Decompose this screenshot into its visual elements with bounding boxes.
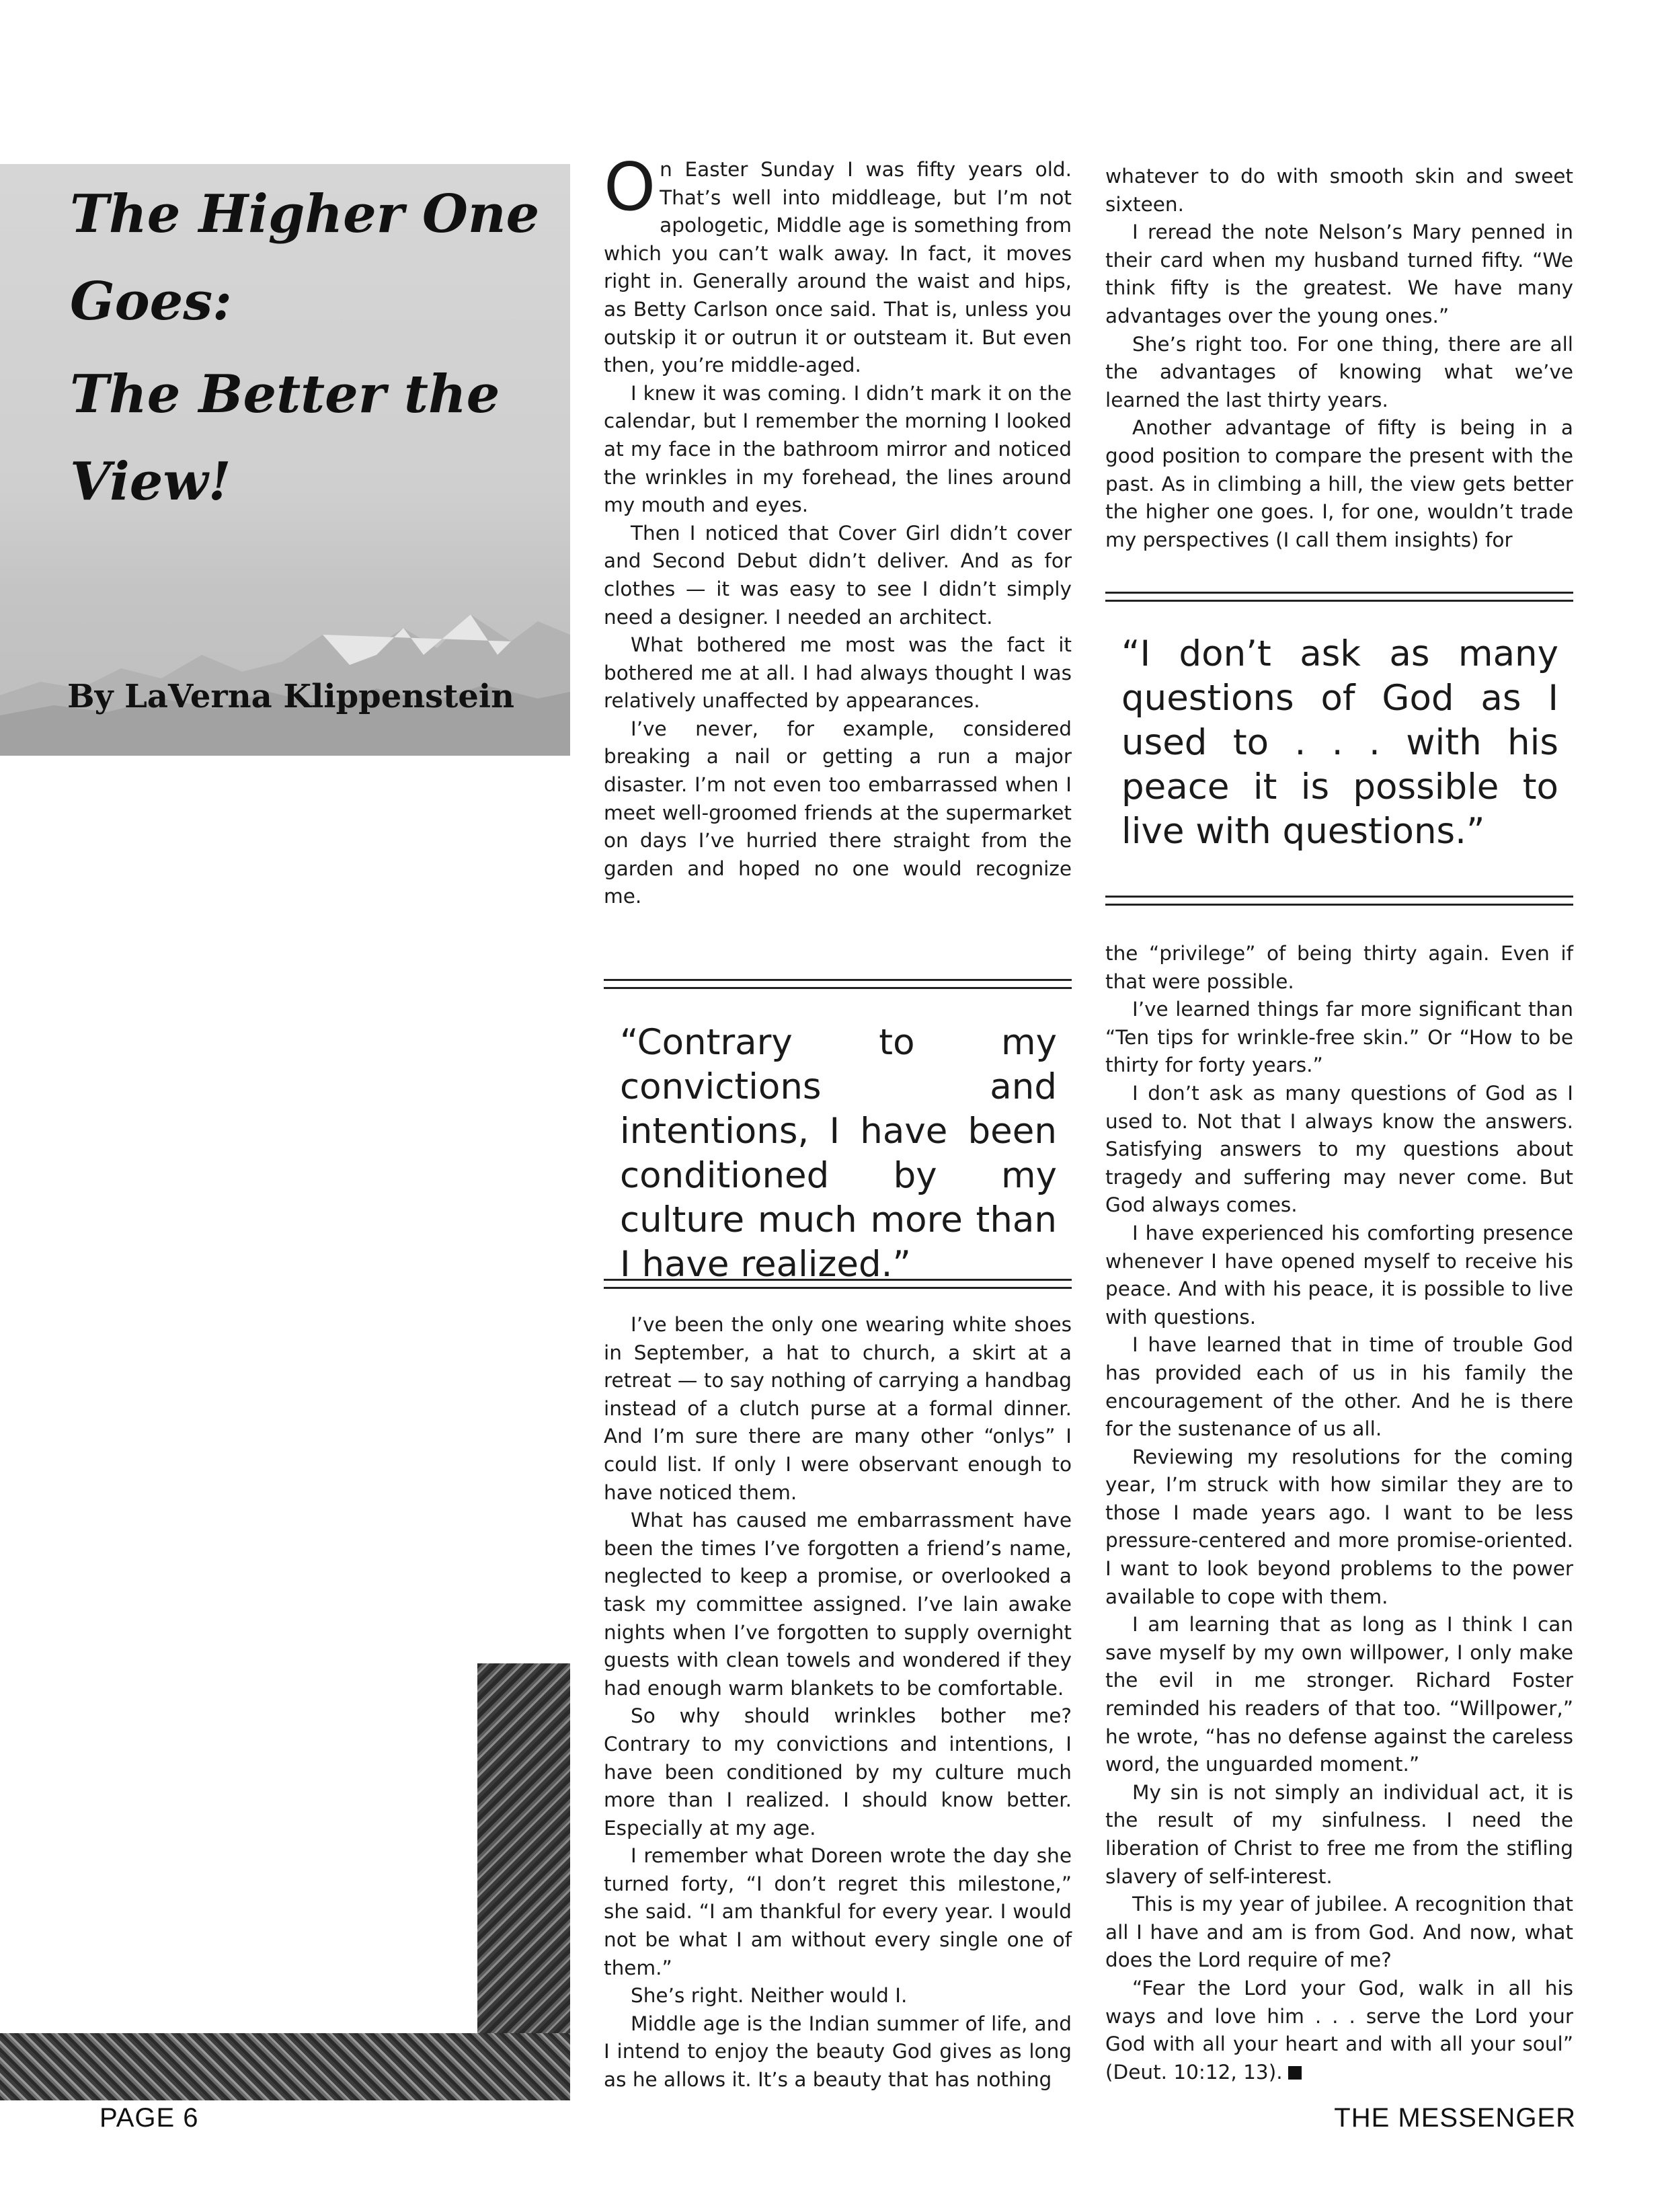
- title-line-4: View!: [70, 451, 231, 512]
- column-1-bottom: [604, 1311, 1072, 2094]
- closing-text: “Fear the Lord your God, walk in all his ways and love him . . . serve the Lord your God with all your heart and with all your soul” (Deut. 10:12, 13).: [1105, 1976, 1573, 2084]
- photo-continuation: [0, 756, 570, 2100]
- paragraph: I remember what Doreen wrote the day she turned forty, “I don’t regret this milestone,” she said. “I am thankful for every year. I would not be what I am without every single one of them.”: [604, 1844, 1072, 1979]
- paragraph: I have learned that in time of trouble God has provided each of us in his family the encouragement of the other. And he is there for the sustenance of us all.: [1105, 1333, 1573, 1441]
- rule-divider: [604, 987, 1072, 989]
- paragraph: Then I noticed that Cover Girl didn’t cover and Second Debut didn’t deliver. And as for clothes — it was easy to see I didn’t simply need a designer. I needed an architect.: [604, 521, 1072, 629]
- rule-divider: [1105, 600, 1573, 602]
- closing-paragraph: [1105, 1975, 1573, 2086]
- paragraph: I am learning that as long as I think I can save myself by my own willpower, I only make the evil in me stronger. Richard Foster reminded his readers of that too. “Willpower,” he wrote, “has no defense against the careless word, the unguarded moment.”: [1105, 1613, 1573, 1776]
- paragraph: I have experienced his comforting presence whenever I have opened myself to receive his peace. And with his peace, it is possible to live with questions.: [1105, 1221, 1573, 1329]
- title-line-1: The Higher One: [70, 184, 540, 245]
- rule-divider: [604, 1279, 1072, 1281]
- paragraph: What has caused me embarrassment have been the times I’ve forgotten a friend’s name, neglected to keep a promise, or overlooked a task my committee assigned. I’ve lain awake nights when I’ve forgotten to supply overnight guests with clean towels and wondered if they had enough warm blankets to be comfortable.: [604, 1509, 1072, 1700]
- drop-cap: O: [604, 149, 656, 226]
- paragraph: I reread the note Nelson’s Mary penned in their card when my husband turned fifty. “We think fifty is the greatest. We have many advantages over the young ones.”: [1105, 221, 1573, 327]
- paragraph: Another advantage of fifty is being in a good position to compare the present with the past. As in climbing a hill, the view gets better the higher one goes. I, for one, wouldn’t trade my perspectives (I call them insights) for: [1105, 416, 1573, 551]
- paragraph: Middle age is the Indian summer of life, and I intend to enjoy the beauty God gives as long as he allows it. It’s a beauty that has nothing: [604, 2012, 1072, 2092]
- paragraph: This is my year of jubilee. A recognition that all I have and am is from God. And now, what does the Lord require of me?: [1105, 1893, 1573, 1972]
- title-line-2: Goes:: [70, 271, 232, 332]
- mountain-silhouette: [0, 554, 570, 756]
- rule-divider: [1105, 904, 1573, 906]
- paragraph: n Easter Sunday I was fifty years old. That’s well into middleage, but I’m not apologetic, Middle age is something from which you can’t walk away. In fact, it moves right in. Generally around the waist and hips, as Betty Carlson once said. That is, unless you outskip it or outrun it or outsteam it. But even then, you’re middle-aged.: [604, 158, 1072, 377]
- paragraph: She’s right. Neither would I.: [631, 1984, 908, 2008]
- article-title: [70, 171, 541, 526]
- paragraph: My sin is not simply an individual act, it is the result of my sinfulness. I need the liberation of Christ to free me from the stifling slavery of self-interest.: [1105, 1780, 1573, 1888]
- paragraph: I knew it was coming. I didn’t mark it on the calendar, but I remember the morning I looked at my face in the bathroom mirror and noticed the wrinkles in my forehead, the lines around my mouth and eyes.: [604, 381, 1072, 517]
- paragraph: She’s right too. For one thing, there are all the advantages of knowing what we’ve learned the last thirty years.: [1105, 332, 1573, 411]
- paragraph: Reviewing my resolutions for the coming year, I’m struck with how similar they are to those I made years ago. I want to be less pressure-centered and more promise-oriented. I want to look beyond problems to the power available to cope with them.: [1105, 1445, 1573, 1608]
- paragraph: I don’t ask as many questions of God as I used to. Not that I always know the answers. Satisfying answers to my questions about tragedy and suffering may never come. But God always comes.: [1105, 1081, 1573, 1217]
- pull-quote-2: “I don’t ask as many questions of God as I used to . . . with his peace it is possible to live with questions.”: [1121, 633, 1558, 852]
- paragraph: I’ve never, for example, considered breaking a nail or getting a run a major disaster. I’m not even too embarrassed when I meet well-groomed friends at the supermarket on days I’ve hurried there straight from the garden and hoped no one would recognize me.: [604, 717, 1072, 908]
- byline: By LaVerna Klippenstein: [67, 678, 515, 715]
- rule-divider: [1105, 896, 1573, 898]
- paragraph: So why should wrinkles bother me? Contrary to my convictions and intentions, I have been conditioned by my culture much more than I realized. I should know better. Especially at my age.: [604, 1704, 1072, 1840]
- rule-divider: [1105, 592, 1573, 594]
- rule-divider: [604, 979, 1072, 981]
- page-number: PAGE 6: [100, 2103, 199, 2133]
- paragraph: What bothered me most was the fact it bothered me at all. I had always thought I was relatively unaffected by appearances.: [604, 633, 1072, 713]
- paragraph: whatever to do with smooth skin and sweet sixteen.: [1105, 165, 1573, 216]
- column-2-top: [1105, 163, 1573, 554]
- photo-strip-bottom: [0, 2033, 570, 2100]
- column-2-bottom: [1105, 940, 1573, 2086]
- paragraph: I’ve learned things far more significant than “Ten tips for wrinkle-free skin.” Or “How to be thirty for forty years.”: [1105, 998, 1573, 1077]
- end-mark-icon: [1288, 2066, 1302, 2080]
- paragraph: the “privilege” of being thirty again. Even if that were possible.: [1105, 942, 1573, 993]
- title-line-3: The Better the: [70, 364, 500, 425]
- publication-name: THE MESSENGER: [1334, 2103, 1576, 2133]
- pull-quote-1: “Contrary to my convictions and intentions, I have been conditioned by my culture much more than I have realized.”: [620, 1022, 1057, 1285]
- rule-divider: [604, 1287, 1072, 1289]
- column-1-top: [604, 149, 1072, 911]
- paragraph: I’ve been the only one wearing white shoes in September, a hat to church, a skirt at a retreat — to say nothing of carrying a handbag instead of a clutch purse at a formal dinner. And I’m sure there are many other “onlys” I could list. If only I were observant enough to have noticed them.: [604, 1313, 1072, 1504]
